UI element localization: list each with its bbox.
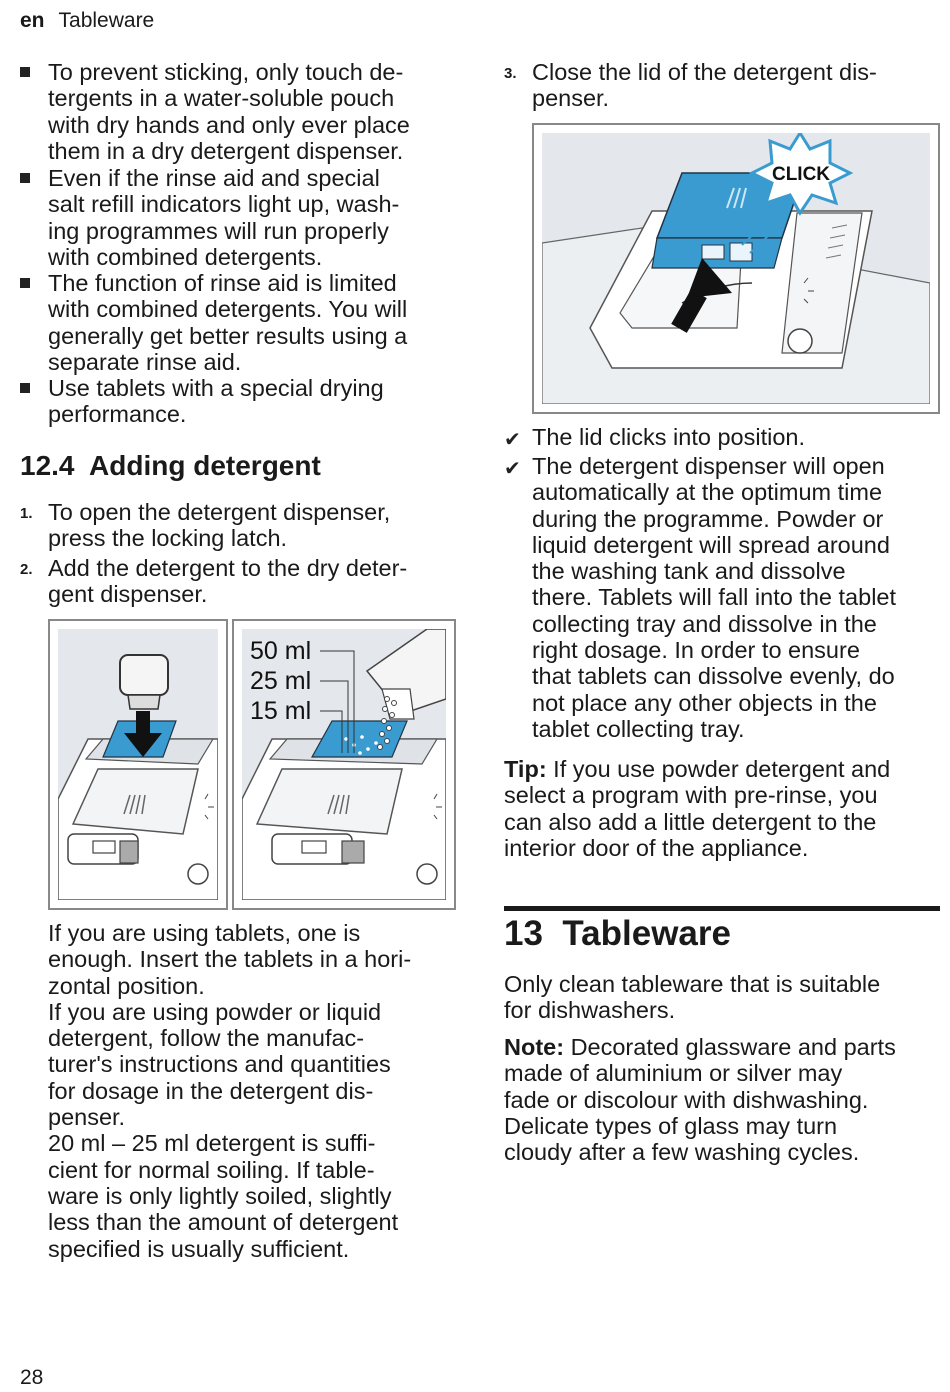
checkmark-icon: ✔ [504, 458, 521, 480]
dosage-label-25: 25 ml [250, 667, 312, 695]
heading-number: 13 [504, 914, 543, 953]
bullet-marker [20, 383, 30, 393]
heading-title: Adding detergent [89, 450, 321, 481]
click-label: CLICK [771, 164, 831, 185]
bullet-marker [20, 173, 30, 183]
text-line: salt refill indicators light up, wash- [48, 191, 400, 218]
text-line: penser. [532, 85, 610, 112]
text-line: To open the detergent dispenser, [48, 499, 391, 525]
text-line: there. Tablets will fall into the tablet [532, 584, 897, 611]
lid-closing-illustration [542, 133, 930, 404]
text-line: gent dispenser. [48, 581, 208, 608]
header-section: Tableware [58, 9, 155, 32]
dosage-paragraph [48, 920, 411, 1262]
text-line: interior door of the appliance. [504, 834, 809, 861]
text-line: can also add a little detergent to the [504, 808, 877, 835]
text-line: collecting tray and dissolve in the [532, 610, 877, 637]
text-line: penser. [48, 1104, 126, 1131]
text-line: that tablets can dissolve evenly, do [532, 663, 895, 690]
language-code: en [20, 9, 45, 32]
text-line: with combined detergents. You will [48, 296, 408, 323]
heading-number: 12.4 [20, 450, 75, 481]
text-line: Decorated glassware and parts [564, 1034, 896, 1060]
figure-powder-dosage [232, 619, 456, 910]
text-line: Use tablets with a special drying [48, 375, 384, 401]
text-line: automatically at the optimum time [532, 479, 883, 506]
text-line: made of aluminium or silver may [504, 1060, 843, 1087]
step-number: 3. [504, 65, 517, 82]
text-line: right dosage. In order to ensure [532, 637, 860, 664]
heading-title: Tableware [562, 914, 731, 953]
section-heading-13 [504, 914, 731, 954]
note-paragraph [504, 1034, 896, 1165]
dosage-label-50: 50 ml [250, 637, 312, 665]
text-line: separate rinse aid. [48, 348, 242, 375]
text-line: fade or discolour with dishwashing. [504, 1086, 869, 1113]
text-line: ing programmes will run properly [48, 217, 389, 244]
text-line: enough. Insert the tablets in a hori- [48, 946, 412, 973]
text-line: To prevent sticking, only touch de- [48, 59, 404, 85]
text-line: during the programme. Powder or [532, 505, 884, 532]
text-line: detergent, follow the manufac- [48, 1025, 365, 1052]
text-line: cient for normal soiling. If table- [48, 1156, 375, 1183]
text-line: for dishwashers. [504, 997, 676, 1024]
text-line: Delicate types of glass may turn [504, 1112, 838, 1139]
text-line: performance. [48, 401, 187, 428]
tip-label: Tip: [504, 756, 547, 782]
intro-paragraph [504, 971, 880, 1024]
text-line: with dry hands and only ever place [48, 111, 410, 138]
text-line: The lid clicks into position. [532, 424, 805, 450]
text-line: Even if the rinse aid and special [48, 165, 380, 191]
text-line: with combined detergents. [48, 243, 323, 270]
text-line: The detergent dispenser will open [532, 453, 885, 479]
text-line: 20 ml – 25 ml detergent is suffi- [48, 1130, 376, 1157]
running-header [20, 9, 154, 33]
text-line: zontal position. [48, 972, 205, 999]
tablet-dispenser-illustration [58, 629, 218, 900]
text-line: tablet collecting tray. [532, 715, 745, 742]
text-line: the washing tank and dissolve [532, 558, 846, 585]
text-line: less than the amount of detergent [48, 1209, 399, 1236]
section-divider [504, 906, 940, 911]
text-line: liquid detergent will spread around [532, 531, 890, 558]
text-line: press the locking latch. [48, 525, 288, 552]
text-line: tergents in a water-soluble pouch [48, 85, 395, 112]
text-line: If you are using powder or liquid [48, 998, 382, 1025]
step-number: 1. [20, 505, 33, 522]
text-line: Only clean tableware that is suitable [504, 971, 881, 997]
powder-dispenser-illustration [242, 629, 446, 900]
page-number: 28 [20, 1366, 44, 1389]
text-line: Add the detergent to the dry deter- [48, 555, 408, 581]
text-line: generally get better results using a [48, 322, 408, 349]
figure-tablet-insertion [48, 619, 228, 910]
checkmark-icon: ✔ [504, 429, 521, 451]
text-line: If you are using tablets, one is [48, 920, 361, 946]
dosage-label-15: 15 ml [250, 697, 312, 725]
text-line: specified is usually sufficient. [48, 1235, 350, 1262]
bullet-marker [20, 278, 30, 288]
bullet-marker [20, 67, 30, 77]
text-line: for dosage in the detergent dis- [48, 1077, 374, 1104]
tip-paragraph [504, 756, 890, 861]
step-number: 2. [20, 561, 33, 578]
text-line: If you use powder detergent and [546, 756, 891, 782]
text-line: The function of rinse aid is limited [48, 270, 397, 296]
text-line: Close the lid of the detergent dis- [532, 59, 877, 85]
text-line: them in a dry detergent dispenser. [48, 137, 404, 164]
figure-lid-closing [532, 123, 940, 414]
text-line: select a program with pre-rinse, you [504, 782, 878, 809]
section-heading-12-4 [20, 450, 321, 482]
text-line: ware is only lightly soiled, slightly [48, 1182, 392, 1209]
note-label: Note: [504, 1034, 565, 1060]
text-line: cloudy after a few washing cycles. [504, 1139, 860, 1166]
text-line: not place any other objects in the [532, 689, 877, 716]
text-line: turer's instructions and quantities [48, 1051, 391, 1078]
